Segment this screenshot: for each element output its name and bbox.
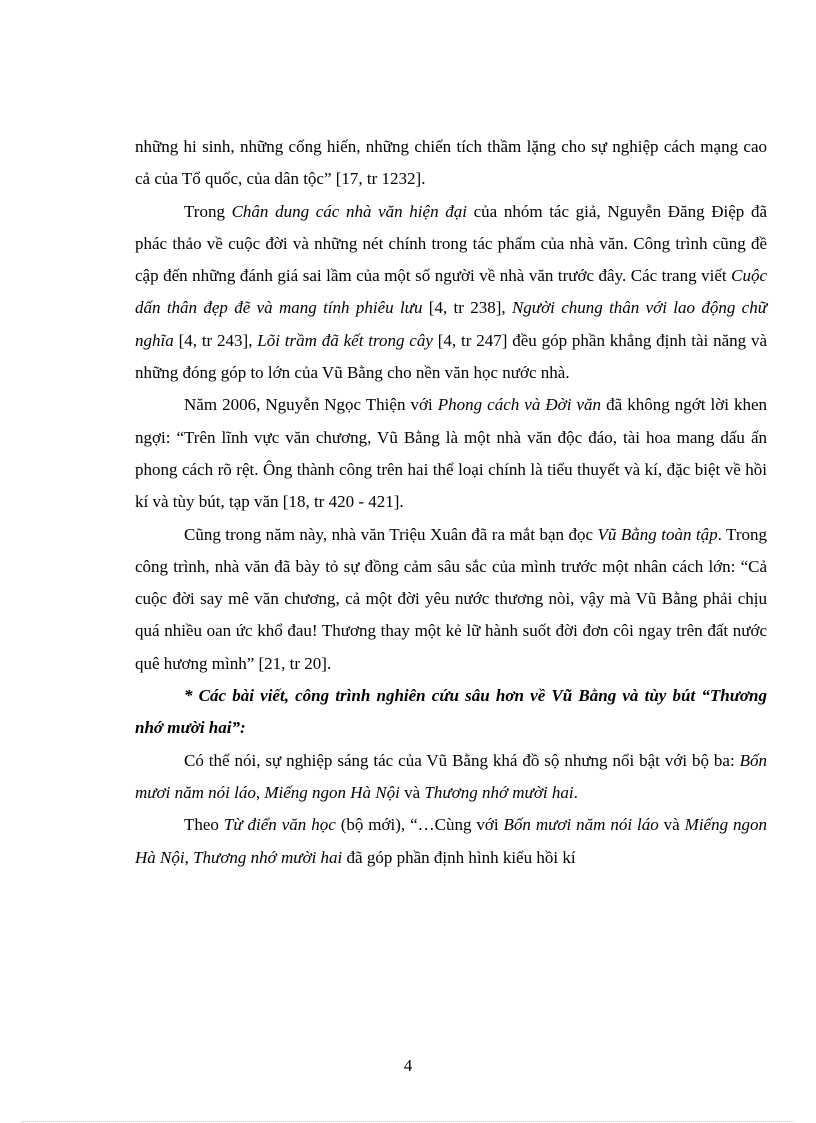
text-run: [4, tr 243], (173, 330, 258, 350)
book-title: Phong cách và Đời văn (437, 395, 602, 415)
body-text (135, 131, 767, 874)
text-run: và (658, 815, 685, 835)
text-run: Trong (184, 201, 232, 221)
text-run: Có thể nói, sự nghiệp sáng tác của Vũ Bằng khá đồ sộ nhưng nổi bật với bộ ba: (184, 750, 740, 770)
book-title: Thương nhớ mười hai (424, 782, 574, 802)
book-title: Miếng ngon Hà Nội (264, 782, 400, 802)
text-run: đã không ngớt lời khen ngợi: “Trên lĩnh vực văn chương, Vũ Bằng là một nhà văn độc đáo, tài hoa mang dấu ấn phong cách rõ rệt. Ông thành công trên hai thể loại chính là tiểu thuyết và kí, đặc biệt về hồi kí và tùy bút, tạp văn [18, tr 420 - 421]. (135, 395, 768, 512)
text-run: Theo (184, 815, 224, 835)
paragraph-5 (135, 745, 767, 810)
article-title: Cuộc dấn thân đẹp đẽ và mang tính phiêu lưu (135, 266, 767, 318)
text-run: của nhóm tác giả, Nguyễn Đăng Điệp đã phác thảo về cuộc đời và những nét chính trong tác phẩm của nhà văn. Công trình cũng đề cập đến những đánh giá sai lầm của một số người về nhà văn trước đây. Các trang viết (135, 201, 767, 286)
text-run: , (184, 847, 194, 867)
text-run: và (399, 782, 425, 802)
book-title: Thương nhớ mười hai (193, 847, 343, 867)
article-title: Người chung thân với lao động chữ nghĩa (135, 298, 767, 350)
paragraph-3 (135, 389, 767, 518)
text-run: những hi sinh, những cống hiến, những chiến tích thầm lặng cho sự nghiệp cách mạng cao cả của Tổ quốc, của dân tộc” [17, tr 1232]. (135, 137, 767, 189)
book-title: Chân dung các nhà văn hiện đại (231, 201, 467, 221)
text-run: đã góp phần định hình kiểu hồi kí (342, 847, 576, 867)
text-run: [4, tr 247] đều góp phần khẳng định tài năng và những đóng góp to lớn của Vũ Bằng cho nền văn học nước nhà. (135, 330, 767, 383)
text-run: (bộ mới), “…Cùng với (335, 815, 504, 835)
paragraph-4 (135, 519, 767, 680)
section-heading: * Các bài viết, công trình nghiên cứu sâu hơn về Vũ Bằng và tùy bút “Thương nhớ mười hai”: (135, 686, 767, 738)
page-number: 4 (403, 1056, 413, 1075)
text-run: , (255, 782, 265, 802)
text-run: . (573, 782, 578, 802)
book-title: Từ điển văn học (223, 815, 336, 835)
book-title: Vũ Bằng toàn tập (597, 524, 718, 544)
text-run: Năm 2006, Nguyễn Ngọc Thiện với (184, 395, 438, 415)
article-title: Lõi trầm đã kết trong cây (257, 330, 433, 350)
text-run: [4, tr 238], (422, 298, 512, 318)
text-run: . Trong công trình, nhà văn đã bày tỏ sự đồng cảm sâu sắc của mình trước một nhân cách lớn: “Cả cuộc đời say mê văn chương, cả một đời yêu nước thương nòi, vậy mà Vũ Bằng phải chịu quá nhiều oan ức khổ đau! Thương thay một kẻ lữ hành suốt đời đơn côi ngay trên đất nước quê hương mình” [21, tr 20]. (135, 524, 768, 673)
book-title: Bốn mươi năm nói láo (503, 815, 659, 835)
page-divider (22, 1121, 794, 1122)
paragraph-6 (135, 809, 767, 874)
book-title: Miếng ngon Hà Nội (135, 815, 768, 867)
text-run: Cũng trong năm này, nhà văn Triệu Xuân đã ra mắt bạn đọc (184, 524, 598, 544)
book-title: Bốn mươi năm nói láo (135, 750, 767, 802)
paragraph-1 (135, 131, 767, 196)
paragraph-2 (135, 196, 767, 390)
